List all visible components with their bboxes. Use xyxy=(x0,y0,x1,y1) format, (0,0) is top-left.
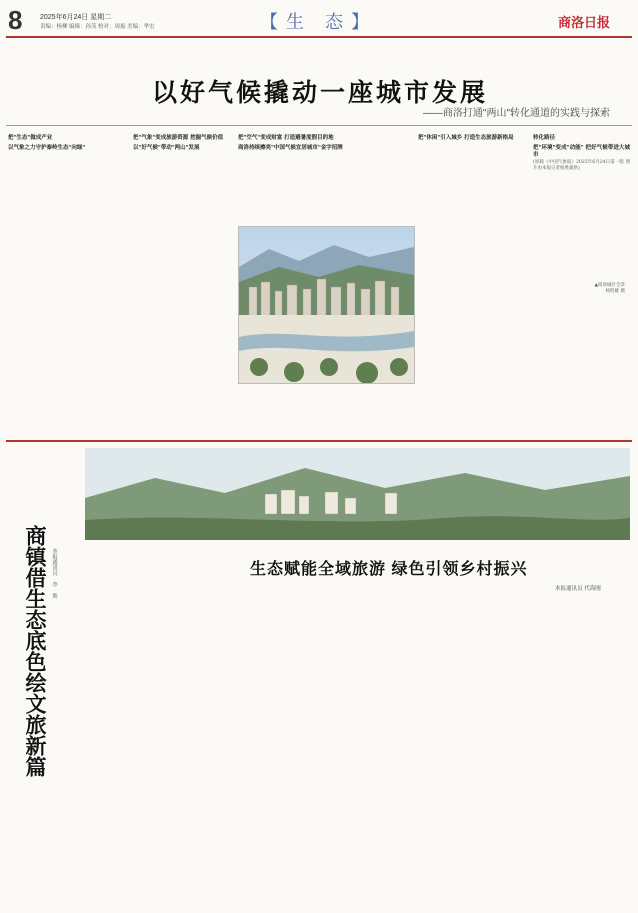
article2-column-1 xyxy=(66,446,231,906)
section-divider xyxy=(6,440,632,442)
article2-vertical-author: 本报通讯员 李 斯 xyxy=(51,548,57,599)
section-title: 【生 态】 xyxy=(260,12,378,32)
article2-headline: 生态赋能全域旅游 绿色引领乡村振兴 xyxy=(250,561,528,578)
article1-column-4 xyxy=(418,132,528,437)
city-panorama-image xyxy=(239,227,414,383)
header-rule xyxy=(6,36,632,38)
article2-byline: 本报通讯员 代海刚 xyxy=(555,586,601,592)
col3-subheading-2: 商洛持续擦亮"中国气候宜居城市"金字招牌 xyxy=(238,145,343,151)
article1-column-1 xyxy=(8,132,128,437)
col1-subheading-2: 以气象之力守护秦岭生态"向绿" xyxy=(8,145,86,151)
col3-subheading-1: 把"空气"变成财富 打造避暑度假目的地 xyxy=(238,135,334,141)
article1-headline: 以好气候撬动一座城市发展 xyxy=(151,79,488,107)
article1-credit: (原载《中国气象报》2025年6月24日第一版 图片由本报记者杨胜雄供) xyxy=(533,160,630,172)
col2-subheading-1: 把"气象"变成旅游资源 挖掘气候价值 xyxy=(133,135,224,141)
page-number: 8 xyxy=(8,5,23,35)
article1-column-2 xyxy=(133,132,233,437)
newspaper-logo: 商洛日报 xyxy=(558,15,611,30)
article1-subhead: ——商洛打通"两山"转化通道的实践与探索 xyxy=(422,108,610,119)
date-line: 2025年6月24日 星期二 xyxy=(40,14,112,21)
article2-column-5 xyxy=(542,596,630,906)
article1-column-3 xyxy=(238,132,413,222)
headline-divider xyxy=(6,125,632,126)
col2-subheading-2: 以"好气候"带动"两山"发展 xyxy=(133,145,200,151)
staff-line: 责编：杨柳 编辑：孙茂 校对：周振 美编：华宏 xyxy=(40,24,155,30)
photo-caption: ▲商洛城区全景 杨胜雄 摄 xyxy=(594,283,625,294)
article2-column-3 xyxy=(340,596,438,906)
article2-column-4 xyxy=(444,596,537,906)
city-panorama-photo xyxy=(238,226,415,384)
article1-column-5 xyxy=(533,132,630,252)
col3-subheading-3: 把"休闲"引入城乡 打造生态旅游新格局 xyxy=(418,135,514,141)
article2-vertical-title: 商镇借生态底色绘文旅新篇 xyxy=(23,525,46,777)
col3-subheading-5: 把"环境"变成"动能" 把好气候带进大城市 xyxy=(533,145,630,158)
article2-column-2 xyxy=(236,596,334,906)
col1-subheading-1: 把"生态"做成产业 xyxy=(8,135,53,141)
col3-subheading-4: 转化路径 xyxy=(533,135,556,141)
